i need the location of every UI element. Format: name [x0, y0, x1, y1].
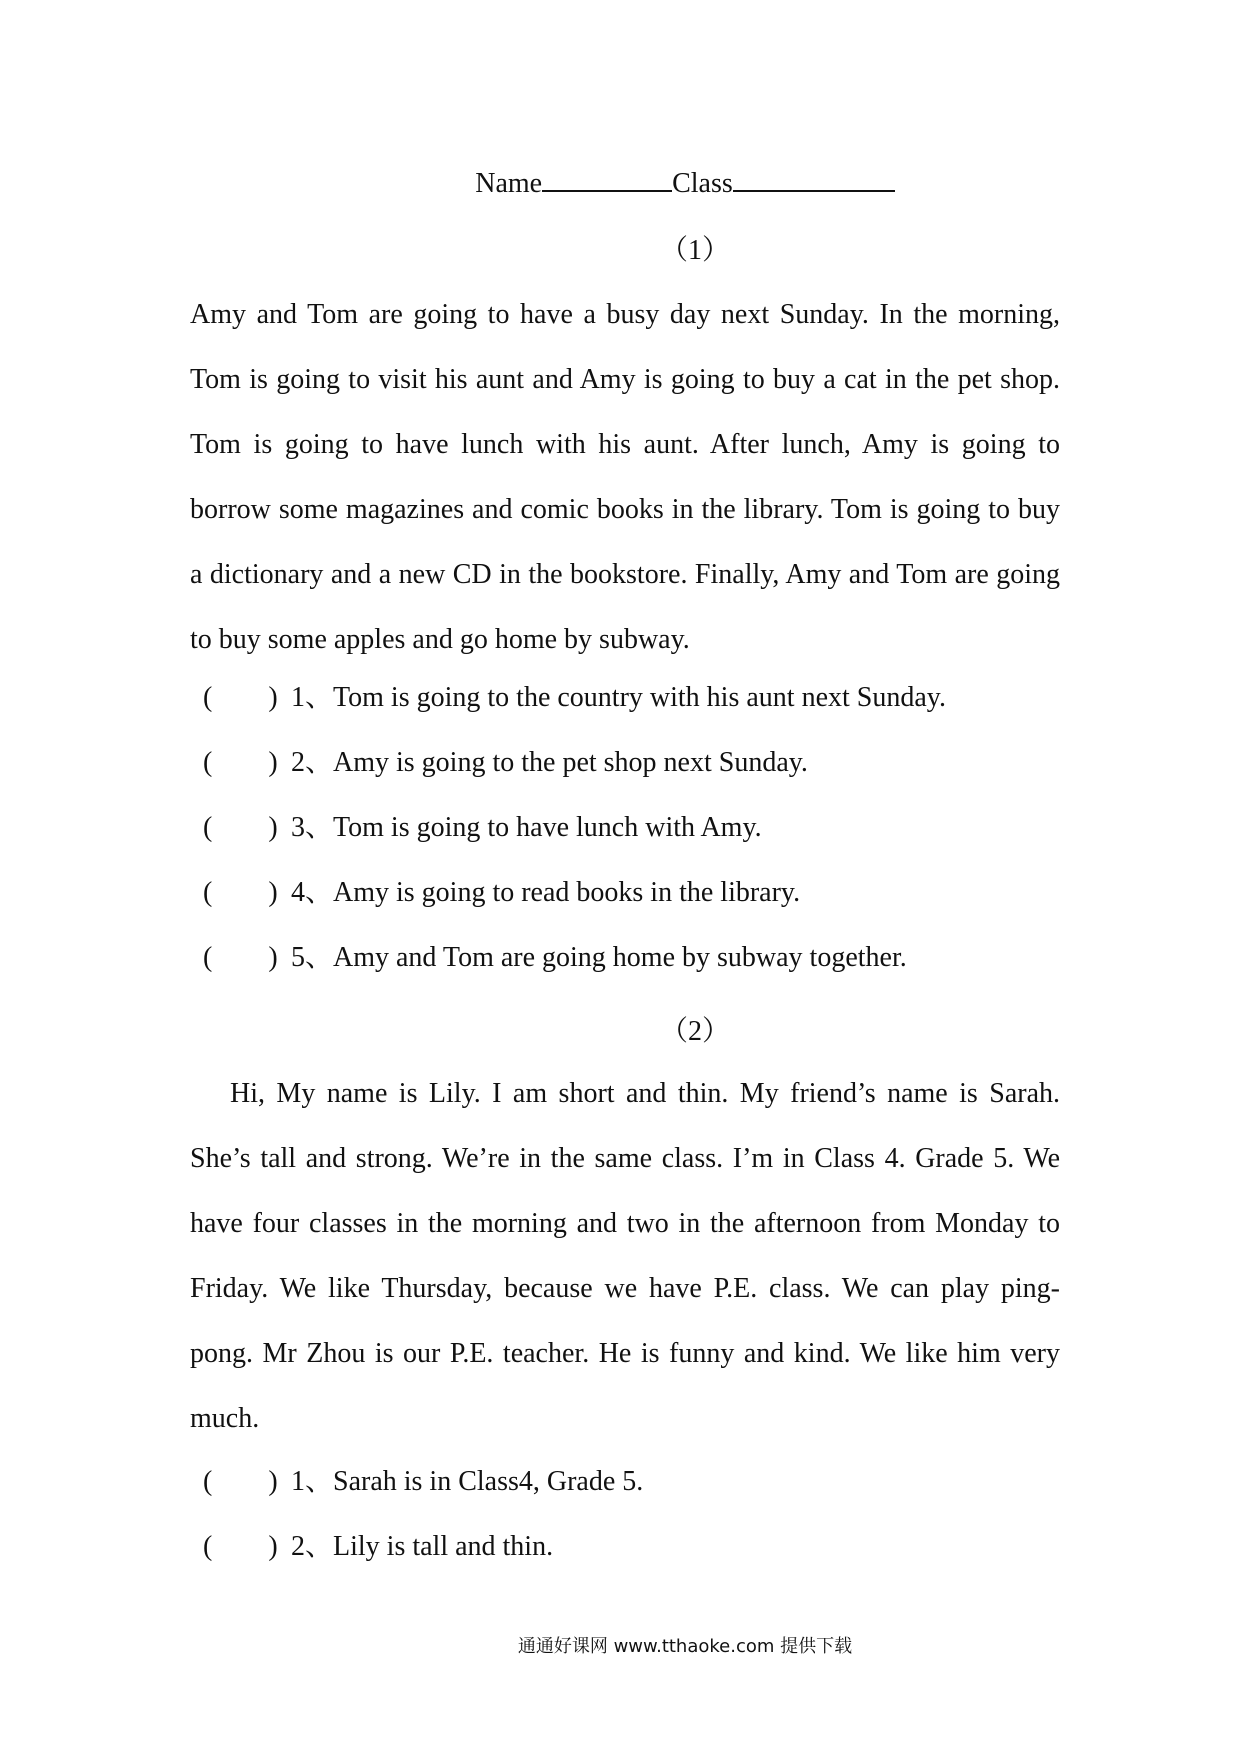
question-text: 2、Amy is going to the pet shop next Sunday. — [291, 747, 808, 778]
section-1-number: （1） — [659, 235, 730, 266]
section-1-passage: Amy and Tom are going to have a busy day next Sunday. In the morning, Tom is going to visit his aunt and Amy is going to buy a cat in the pet shop. Tom is going to have lunch with his aunt. After lunch, Amy is going to borrow some magazines and comic books in the library. Tom is going to buy a dictionary and a new CD in the bookstore. Finally, Amy and Tom are going to buy some apples and go home by subway. — [190, 299, 1060, 655]
question-text: 4、Amy is going to read books in the library. — [291, 877, 801, 908]
section-2-number: （2） — [659, 1016, 730, 1047]
section-1-question-2 — [203, 746, 808, 780]
name-blank — [542, 164, 672, 192]
footer-credit: 通通好课网 www.tthaoke.com 提供下载 — [517, 1636, 853, 1657]
question-text: 1、Tom is going to the country with his aunt next Sunday. — [291, 682, 946, 713]
section-1-question-5 — [203, 941, 907, 975]
answer-blank: ( ) — [203, 1466, 278, 1497]
section-2-question-2 — [203, 1530, 553, 1564]
answer-blank: ( ) — [203, 747, 278, 778]
student-info-header — [0, 164, 1240, 200]
name-label: Name — [475, 168, 543, 199]
class-label: Class — [672, 168, 733, 199]
question-text: 5、Amy and Tom are going home by subway together. — [291, 942, 907, 973]
answer-blank: ( ) — [203, 682, 278, 713]
answer-blank: ( ) — [203, 812, 278, 843]
question-text: 3、Tom is going to have lunch with Amy. — [291, 812, 762, 843]
section-1-question-1 — [203, 681, 946, 715]
section-2-question-1 — [203, 1465, 643, 1499]
class-blank — [733, 164, 895, 192]
question-text: 2、Lily is tall and thin. — [291, 1531, 554, 1562]
answer-blank: ( ) — [203, 1531, 278, 1562]
section-1-question-4 — [203, 876, 800, 910]
answer-blank: ( ) — [203, 942, 278, 973]
question-text: 1、Sarah is in Class4, Grade 5. — [291, 1466, 644, 1497]
section-1-question-3 — [203, 811, 762, 845]
answer-blank: ( ) — [203, 877, 278, 908]
section-2-passage: Hi, My name is Lily. I am short and thin. My friend’s name is Sarah. She’s tall and strong. We’re in the same class. I’m in Class 4. Grade 5. We have four classes in the morning and two in the afternoon from Monday to Friday. We like Thursday, because we have P.E. class. We can play ping-pong. Mr Zhou is our P.E. teacher. He is funny and kind. We like him very much. — [190, 1078, 1060, 1434]
